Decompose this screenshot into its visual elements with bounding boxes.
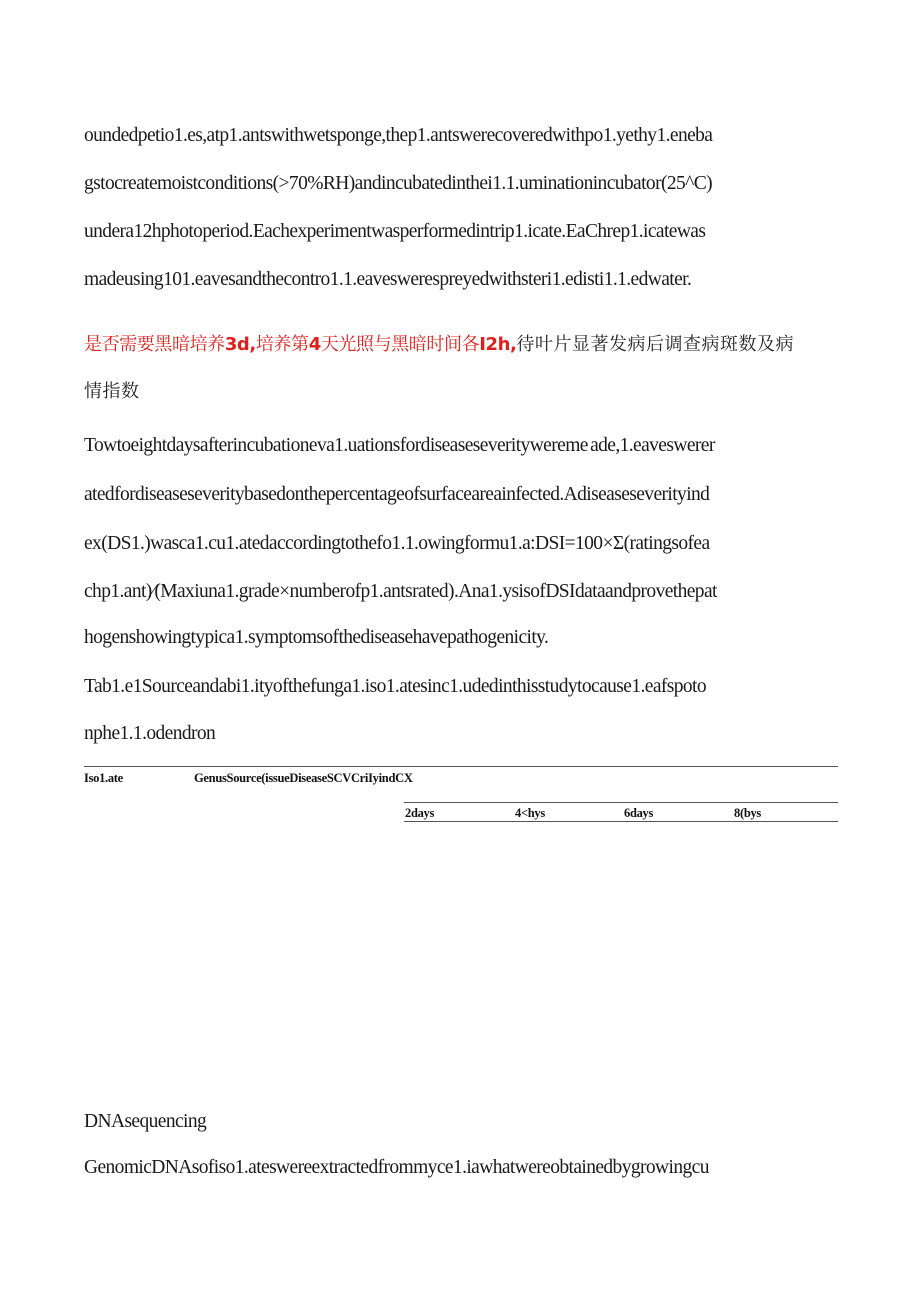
paragraph2-line-3: ex(DS1.)wasca1.cu1.atedaccordingtothefo1.1.owingformu1.a:DSI=100×Σ(ratingsofea — [84, 533, 710, 554]
chinese-note-line-1 — [84, 333, 844, 357]
table-header-genus-source: GenusSource(issueDiseaseSCVCriIyindCX — [194, 771, 413, 785]
note-red-bold-3: I2h, — [479, 334, 517, 355]
paragraph2-line-1: Towtoeightdaysafterincubationeva1.uationsfordiseaseseveritywereme ade,1.eaveswerer — [84, 435, 715, 456]
section-heading-dna-sequencing: DNAsequencing — [84, 1111, 207, 1132]
paragraph2-line-2: atedfordiseaseseveritybasedonthepercentageofsurfaceareainfected.Adiseaseseverityind — [84, 484, 710, 505]
paragraph1-line-1: oundedpetio1.es,atp1.antswithwetsponge,thep1.antswerecoveredwithpo1.yethy1.eneba — [84, 125, 713, 146]
note-red-text-2: 培养第 — [255, 334, 309, 355]
note-red-bold-2: 4 — [308, 334, 321, 355]
chinese-note-line-2: 情指数 — [84, 381, 140, 402]
table-caption-line-1: Tab1.e1Sourceandabi1.ityofthefunga1.iso1.atesinc1.udedinthisstudytocause1.eafspoto — [84, 676, 707, 697]
note-red-text-1: 是否需要黑暗培养 — [84, 334, 225, 355]
table-header-isolate: Iso1.ate — [84, 771, 123, 785]
table-subheader-4days: 4<hys — [515, 806, 545, 820]
table-subheader-6days: 6days — [624, 806, 654, 820]
paragraph2-line-4: chp1.ant)⁄(Maxiuna1.grade×numberofp1.antsrated).Ana1.ysisofDSIdataandprovethepat — [84, 581, 717, 602]
paragraph1-line-2: gstocreatemoistconditions(>70%RH)andincubatedinthei1.1.uminationincubator(25^C) — [84, 173, 713, 194]
table-mid-rule — [404, 802, 838, 803]
table-subheader-8days: 8(bys — [734, 806, 761, 820]
table-top-rule — [84, 766, 838, 767]
paragraph1-line-3: undera12hphotoperiod.Eachexperimentwasperformedintrip1.icate.EaChrep1.icatewas — [84, 221, 706, 242]
table-header-bottom-rule — [404, 821, 838, 822]
table-subheader-2days: 2days — [405, 806, 435, 820]
note-red-text-3: 天光照与黑暗时间各 — [320, 334, 480, 355]
paragraph2-line-5: hogenshowingtypica1.symptomsofthediseasehavepathogenicity. — [84, 627, 549, 648]
note-red-bold-1: 3d, — [224, 334, 256, 355]
paragraph1-line-4: madeusing101.eavesandthecontro1.1.eaveswerespreyedwithsteri1.edisti1.1.edwater. — [84, 269, 692, 290]
table-caption-line-2: nphe1.1.odendron — [84, 723, 216, 744]
note-black-text: 待叶片显著发病后调查病斑数及病 — [516, 334, 794, 355]
paragraph3-line-1: GenomicDNAsofiso1.ateswereextractedfrommyce1.iawhatwereobtainedbygrowingcu — [84, 1157, 709, 1178]
